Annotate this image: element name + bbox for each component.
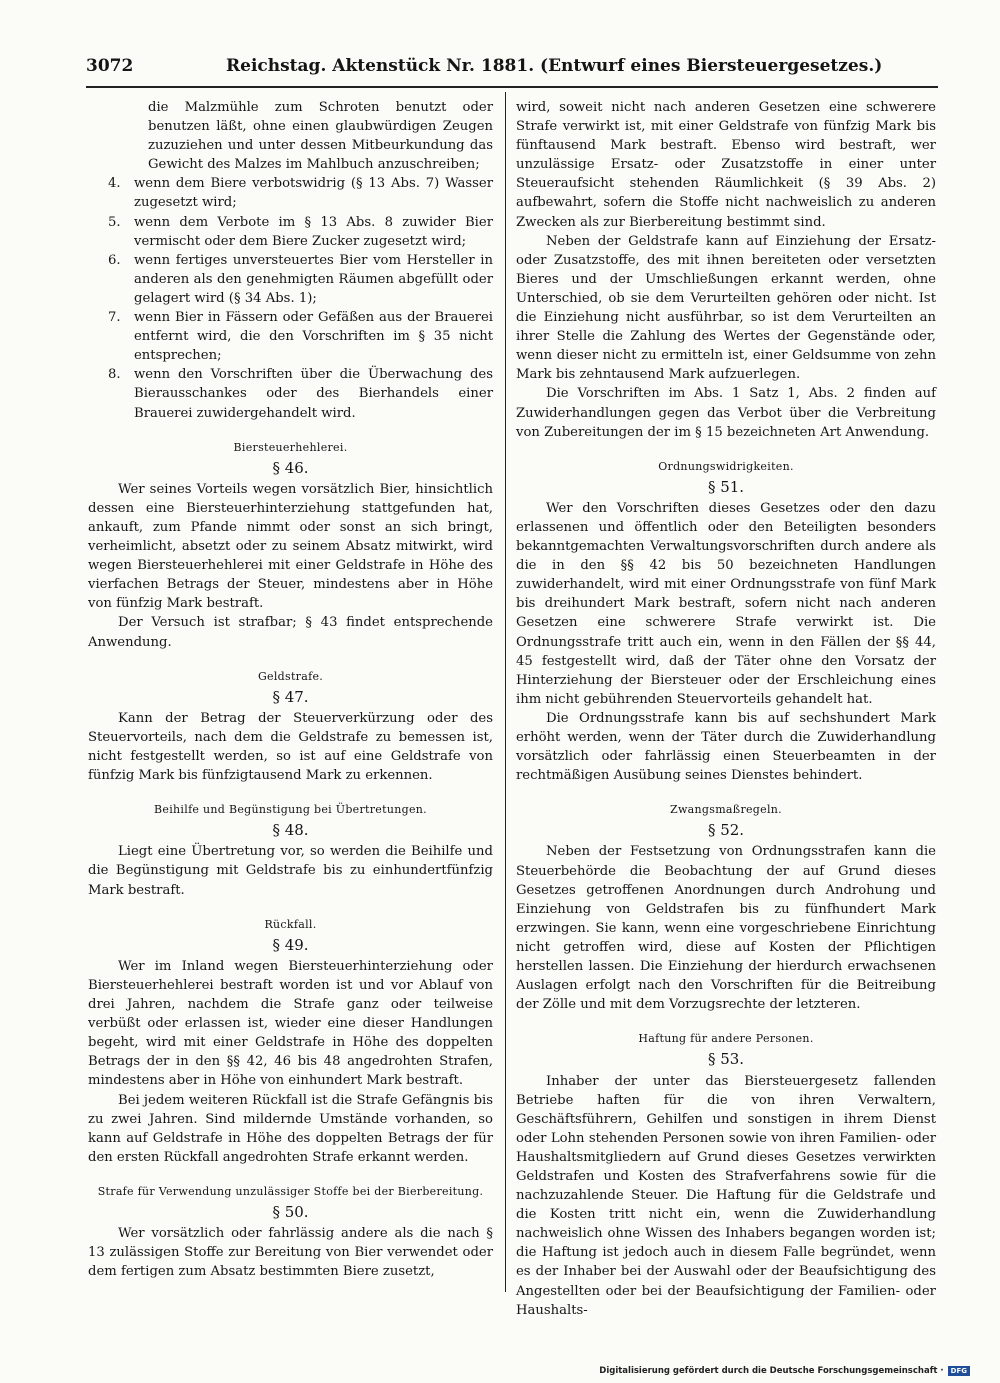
item-text: wenn den Vorschriften über die Überwachung des Bierausschankes oder des Bierhandels einer Brauerei zuwidergehandelt wird.	[134, 367, 493, 421]
header-rule	[86, 86, 938, 88]
paragraph: wird, soweit nicht nach anderen Gesetzen eine schwerere Strafe verwirkt ist, mit einer Geldstrafe von fünfzig Mark bis fünftausend Mark bestraft. Ebenso wird bestraft, wer unzulässige Ersatz- oder Zusatzstoffe in einer unter Steueraufsicht stehenden Räumlichkeit (§ 39 Abs. 2) aufbewahrt, sofern die Stoffe nicht nachweislich zu anderen Zwecken als zur Bierbereitung bestimmt sind.	[516, 100, 936, 230]
list-item	[88, 174, 493, 212]
paragraph: Neben der Geldstrafe kann auf Einziehung der Ersatz- oder Zusatzstoffe, des mit ihnen bereiteten oder versetzten Bieres und der Umschließungen erkannt werden, ohne Unterschied, ob sie dem Verurteilten gehören oder nicht. Ist die Einziehung nicht ausführbar, so ist dem Verurteilten an ihrer Stelle die Zahlung des Wertes der Gegenstände oder, wenn dieser nicht zu ermitteln ist, einer Geldsumme von zehn Mark bis zehntausend Mark aufzuerlegen.	[516, 233, 936, 383]
item-number: 8.	[108, 367, 121, 383]
section-number: § 48.	[272, 821, 309, 840]
list-item	[88, 251, 493, 308]
item-number: 7.	[108, 310, 121, 326]
column-divider	[505, 92, 506, 1292]
running-title: Reichstag. Aktenstück Nr. 1881. (Entwurf eines Biersteuergesetzes.)	[226, 56, 883, 76]
paragraph: Wer vorsätzlich oder fahrlässig andere als die nach § 13 zulässigen Stoffe zur Bereitung von Bier verwendet oder dem fertigen zum Absatz bestimmten Biere zusetzt,	[88, 1226, 493, 1280]
section-number: § 52.	[707, 821, 745, 840]
section-heading: Beihilfe und Begünstigung bei Übertretungen.	[154, 803, 427, 817]
list-item	[88, 213, 493, 251]
section-heading: Biersteuerhehlerei.	[233, 440, 348, 454]
section-heading: Rückfall.	[264, 917, 317, 931]
item-text: wenn dem Verbote im § 13 Abs. 8 zuwider Bier vermischt oder dem Biere Zucker zugesetzt wird;	[134, 214, 493, 249]
item-text: wenn fertiges unversteuertes Bier vom Hersteller in anderen als den genehmigten Räumen abgefüllt oder gelagert wird (§ 34 Abs. 1);	[134, 252, 493, 306]
section-heading: Zwangsmaßregeln.	[670, 803, 782, 817]
paragraph: Inhaber der unter das Biersteuergesetz fallenden Betriebe haften für die von ihren Verwaltern, Geschäftsführern, Gehilfen und sonstigen in ihrem Dienst oder Lohn stehenden Personen sowie von ihren Familien- oder Haushaltsmitgliedern auf Grund dieses Gesetzes verwirkten Geldstrafen und Kosten des Strafverfahrens sowie für die nachzuzahlende Steuer. Die Haftung für die Geldstrafe und die Kosten tritt nicht ein, wenn die Zuwiderhandlung nachweislich ohne Wissen des Inhabers begangen worden ist; die Haftung ist jedoch auch in diesem Falle begründet, wenn es der Inhaber bei der Auswahl oder der Beaufsichtigung des Angestellten oder bei der Beaufsichtigung der Familien- oder Haushalts-	[516, 1073, 936, 1318]
list-item	[88, 365, 493, 422]
section-number: § 46.	[272, 458, 309, 477]
dfg-logo: DFG	[948, 1366, 970, 1376]
section-number: § 53.	[707, 1050, 745, 1069]
funding-text: Digitalisierung gefördert durch die Deutsche Forschungsgemeinschaft ·	[599, 1366, 944, 1376]
lead-text: die Malzmühle zum Schroten benutzt oder benutzen läßt, ohne einen glaubwürdigen Zeugen zuzuziehen und unter dessen Mitbeurkundung das Gewicht des Malzes im Mahlbuch anzuschreiben;	[148, 100, 493, 173]
paragraph: Wer den Vorschriften dieses Gesetzes oder den dazu erlassenen und öffentlich oder den Beteiligten besonders bekanntgemachten Verwaltungsvorschriften durch andere als die in den §§ 42 bis 50 bezeichneten Handlungen zuwiderhandelt, wird mit einer Ordnungsstrafe von fünf Mark bis dreihundert Mark bestraft, sofern nicht nach anderen Gesetzen eine schwerere Strafe verwirkt ist. Die Ordnungsstrafe tritt auch ein, wenn in den Fällen der §§ 44, 45 festgestellt wird, daß der Täter ohne den Vorsatz der Hinterziehung der Biersteuer oder der Erschleichung eines ihm nicht gebührenden Steuervorteils gehandelt hat.	[516, 500, 936, 707]
paragraph: Liegt eine Übertretung vor, so werden die Beihilfe und die Begünstigung mit Geldstrafe bis zu einhundertfünfzig Mark bestraft.	[88, 844, 493, 898]
section-heading: Haftung für andere Personen.	[638, 1032, 814, 1046]
left-column	[88, 98, 493, 1281]
paragraph: Wer seines Vorteils wegen vorsätzlich Bier, hinsichtlich dessen eine Biersteuerhinterziehung stattgefunden hat, ankauft, zum Pfande nimmt oder sonst an sich bringt, verheimlicht, absetzt oder zu seinem Absatz mitwirkt, wird wegen Biersteuerhehlerei mit einer Geldstrafe in Höhe des vierfachen Betrags der Steuer, mindestens aber in Höhe von fünfzig Mark bestraft.	[88, 481, 493, 612]
section-heading: Strafe für Verwendung unzulässiger Stoffe bei der Bierbereitung.	[97, 1184, 484, 1198]
section-number: § 49.	[272, 935, 309, 954]
paragraph: Der Versuch ist strafbar; § 43 findet entsprechende Anwendung.	[88, 615, 493, 650]
section-heading: Geldstrafe.	[257, 669, 324, 683]
paragraph: Die Ordnungsstrafe kann bis auf sechshundert Mark erhöht werden, wenn der Täter durch die Zuwiderhandlung vorsätzlich oder fahrlässig einen Steuerbeamten in der rechtmäßigen Ausübung seines Dienstes behindert.	[516, 710, 936, 784]
item-number: 6.	[108, 252, 121, 268]
section-number: § 50.	[272, 1202, 309, 1221]
paragraph: Bei jedem weiteren Rückfall ist die Strafe Gefängnis bis zu zwei Jahren. Sind mildernde Umstände vorhanden, so kann auf Geldstrafe in Höhe des doppelten Betrags der für den ersten Rückfall angedrohten Strafe erkannt werden.	[88, 1092, 493, 1165]
paragraph: Wer im Inland wegen Biersteuerhinterziehung oder Biersteuerhehlerei bestraft worden ist und vor Ablauf von drei Jahren, nachdem die Strafe ganz oder teilweise verbüßt oder erlassen ist, wieder eine dieser Handlungen begeht, wird mit einer Geldstrafe in Höhe des doppelten Betrags der in den §§ 42, 46 bis 48 angedrohten Strafen, mindestens aber in Höhe von einhundert Mark bestraft.	[88, 958, 493, 1089]
paragraph: Neben der Festsetzung von Ordnungsstrafen kann die Steuerbehörde die Beobachtung der auf Grund dieses Gesetzes getroffenen Anordnungen durch Androhung und Einziehung von Geldstrafen bis zu fünfhundert Mark erzwingen. Sie kann, wenn eine vorgeschriebene Einrichtung nicht getroffen wird, diese auf Kosten der Pflichtigen herstellen lassen. Die Einziehung der hierdurch erwachsenen Auslagen erfolgt nach den Vorschriften für die Beitreibung der Zölle und mit dem Vorzugsrechte der letzteren.	[516, 844, 936, 1013]
item-text: wenn dem Biere verbotswidrig (§ 13 Abs. 7) Wasser zugesetzt wird;	[134, 176, 493, 211]
item-text: wenn Bier in Fässern oder Gefäßen aus der Brauerei entfernt wird, die den Vorschriften im § 35 nicht entsprechen;	[134, 310, 493, 364]
list-item	[88, 308, 493, 365]
section-number: § 51.	[707, 477, 745, 496]
paragraph: Die Vorschriften im Abs. 1 Satz 1, Abs. 2 finden auf Zuwiderhandlungen gegen das Verbot über die Verbreitung von Zubereitungen der im § 15 bezeichneten Art Anwendung.	[516, 386, 936, 440]
item-number: 4.	[108, 176, 121, 192]
section-heading: Ordnungswidrigkeiten.	[658, 459, 794, 473]
funding-notice	[599, 1366, 970, 1376]
paragraph: Kann der Betrag der Steuerverkürzung oder des Steuervorteils, nach dem die Geldstrafe zu bemessen ist, nicht festgestellt werden, so ist auf eine Geldstrafe von fünfzig Mark bis fünfzigtausend Mark zu erkennen.	[88, 710, 493, 784]
page-number: 3072	[86, 56, 134, 76]
right-column	[516, 98, 936, 1320]
item-number: 5.	[108, 214, 121, 230]
section-number: § 47.	[272, 687, 309, 706]
page-header	[86, 56, 938, 84]
